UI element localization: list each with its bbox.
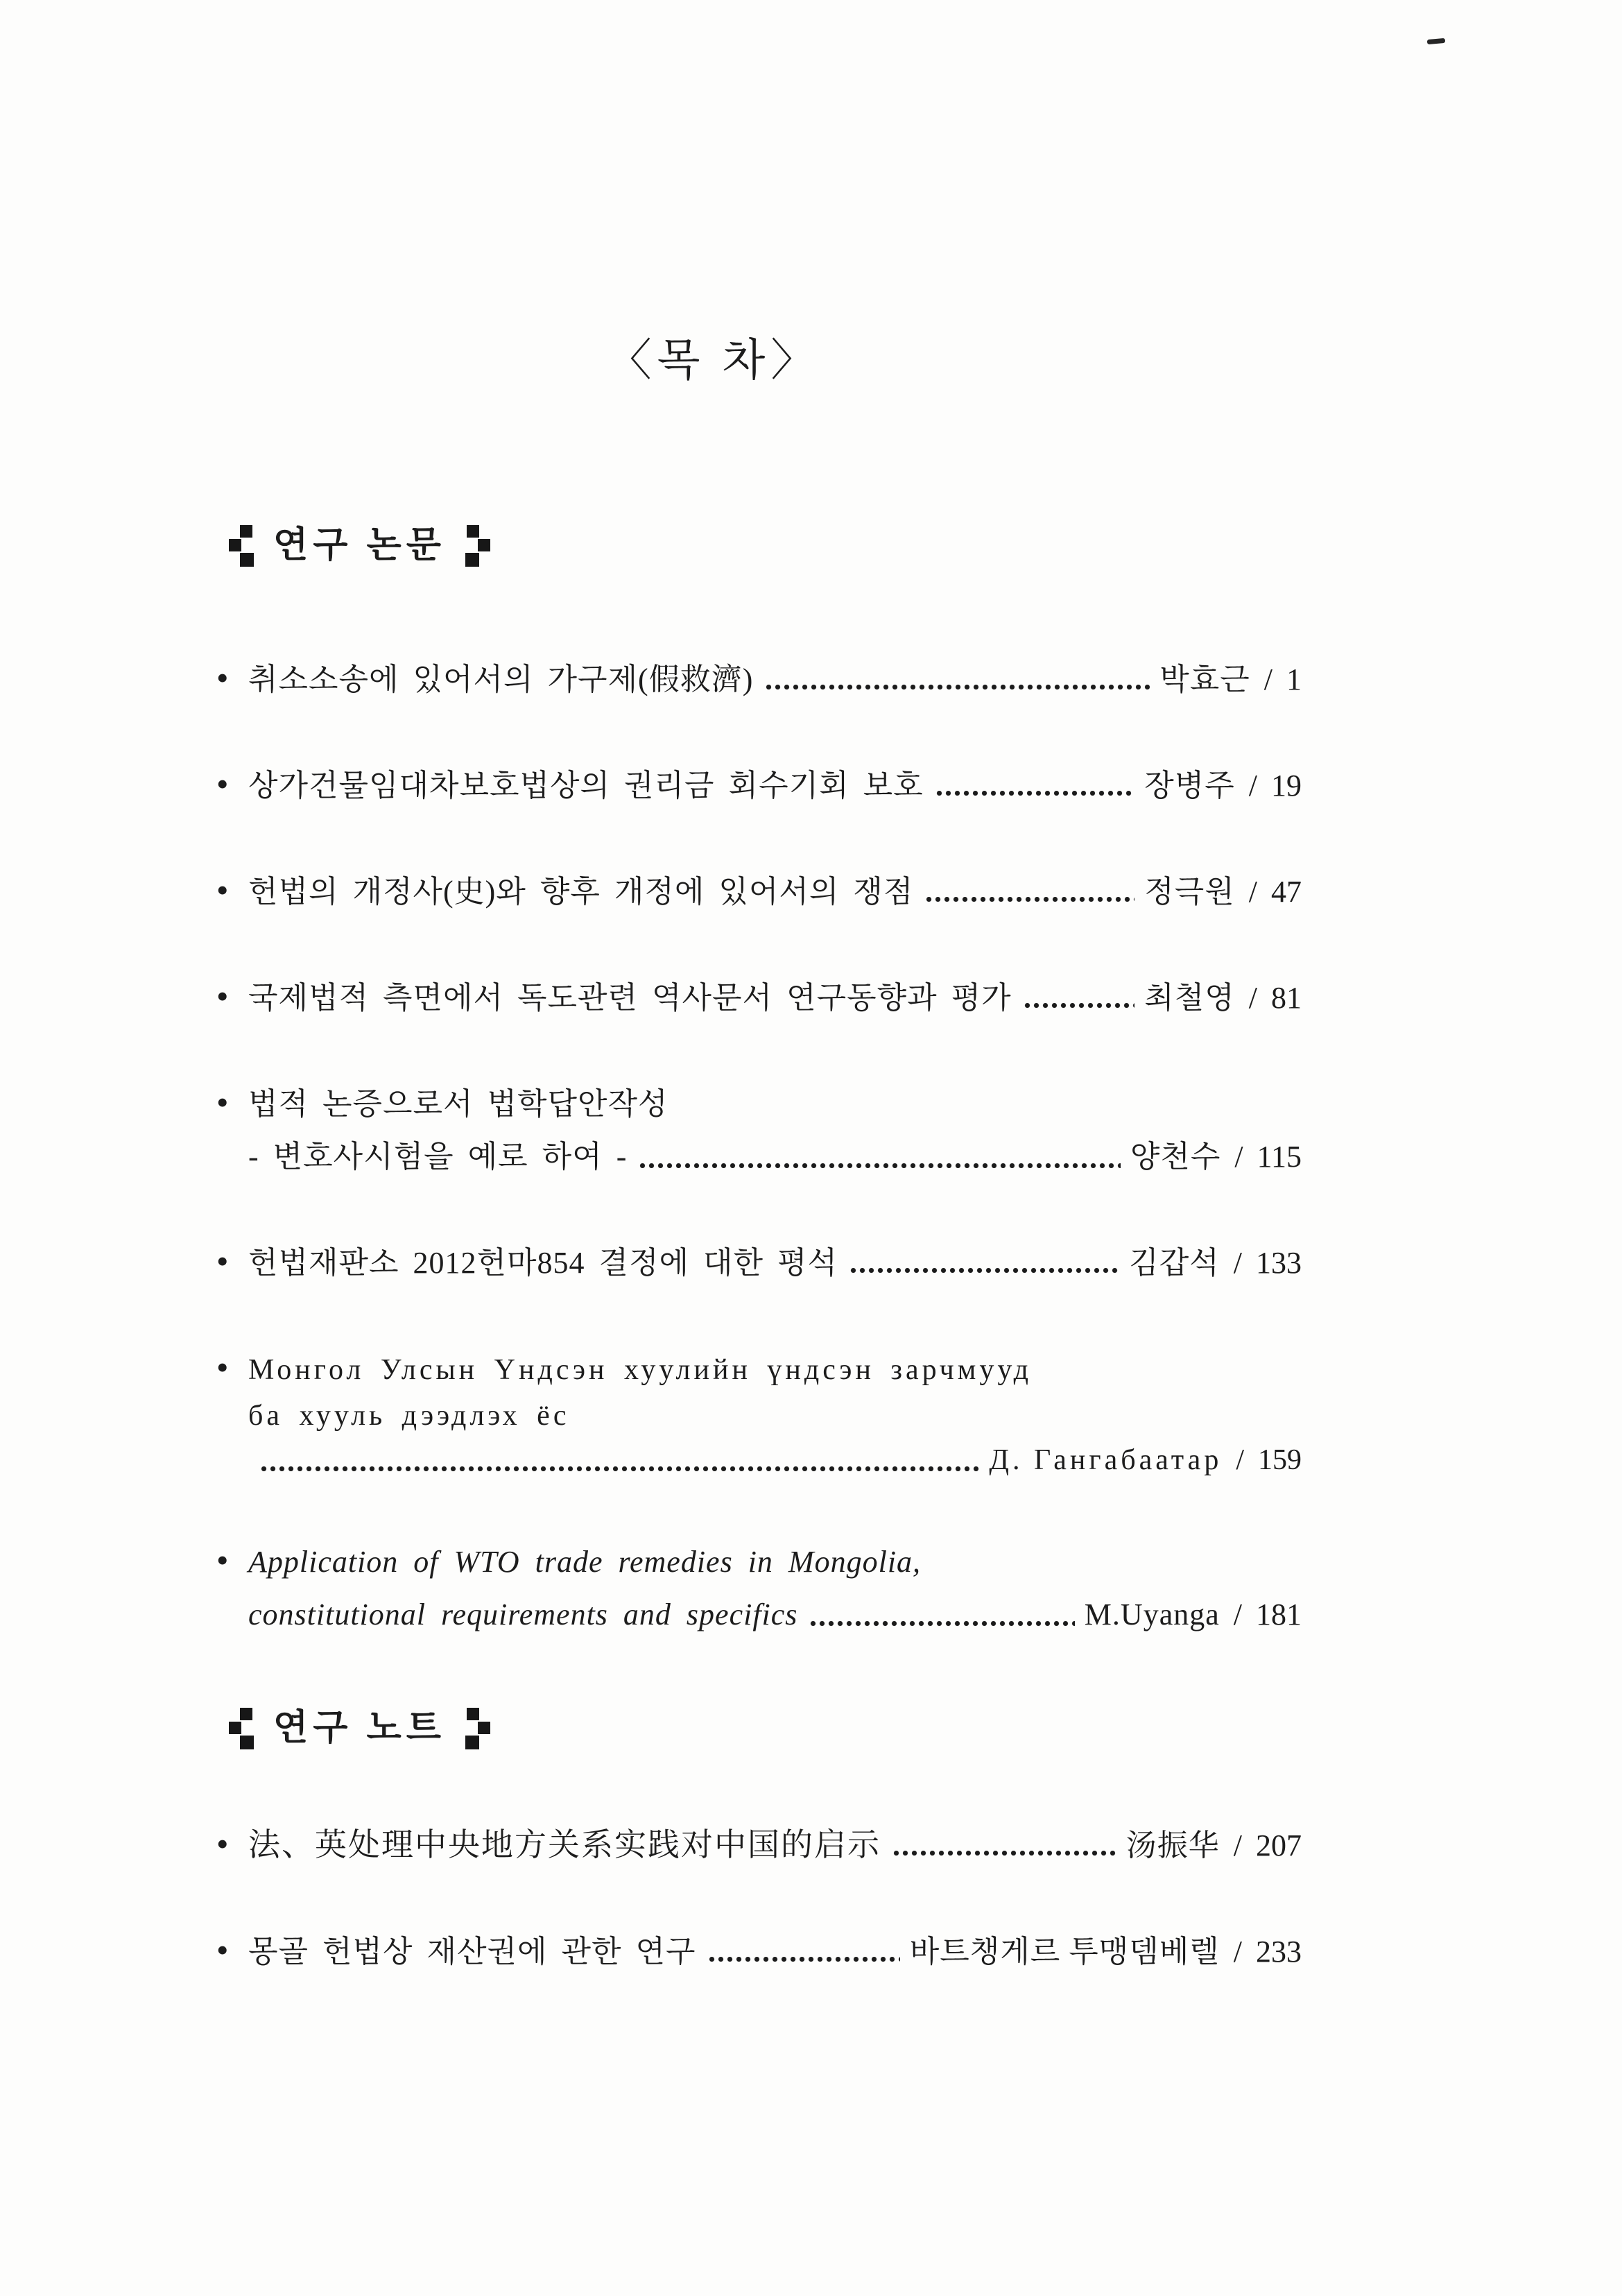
bullet-icon: • (216, 977, 229, 1016)
entry-page-number: 115 (1257, 1140, 1302, 1174)
toc-entry-row (248, 1588, 1302, 1641)
toc-entry-row (248, 1131, 1302, 1183)
toc-entry-row (216, 1817, 1302, 1872)
toc-entry-row (216, 651, 1302, 706)
dot-leader (924, 897, 1134, 902)
toc-entry (216, 970, 1302, 1025)
bullet-icon: • (216, 871, 229, 909)
toc-entry (216, 1235, 1302, 1290)
bullet-icon: • (216, 1348, 229, 1387)
dot-leader (764, 685, 1150, 689)
entry-title-line-2: - 변호사시험을 예로 하여 - (248, 1140, 628, 1174)
toc-entry-row (216, 757, 1302, 812)
dot-leader (638, 1163, 1121, 1168)
entry-title: 헌법재판소 2012헌마854 결정에 대한 평석 (248, 1246, 838, 1280)
entry-author: 박효근 (1159, 662, 1250, 696)
toc-entry-row (216, 1534, 1302, 1588)
entry-page-number: 19 (1271, 769, 1302, 803)
entry-author: M.Uyanga (1084, 1597, 1220, 1631)
section-ornament-left-icon (229, 1708, 254, 1749)
toc-entry-row (248, 1394, 1302, 1438)
toc-entry-row (216, 1341, 1302, 1394)
entry-page-number: 1 (1286, 662, 1302, 696)
section-ornament-left-icon (229, 525, 254, 567)
entry-author: 김갑석 (1129, 1246, 1220, 1280)
page-separator: / (1263, 662, 1272, 696)
entry-title: 헌법의 개정사(史)와 향후 개정에 있어서의 쟁점 (248, 875, 914, 909)
bullet-icon: • (216, 1824, 229, 1863)
dot-leader (1023, 1003, 1135, 1008)
dot-leader (892, 1851, 1116, 1856)
entry-title-line-1: Монгол Улсын Үндсэн хуулийн үндсэн зарчмууд (248, 1354, 1033, 1386)
entry-page-number: 233 (1256, 1935, 1302, 1969)
section-ornament-right-icon (465, 525, 490, 567)
toc-entry-row (216, 864, 1302, 918)
entry-author: 양천수 (1130, 1140, 1221, 1174)
section-header (229, 1708, 1302, 1749)
entry-author: 汤振华 (1125, 1828, 1220, 1862)
entry-page-number: 47 (1271, 875, 1302, 909)
entry-author: 정극원 (1144, 875, 1235, 909)
toc-entry (216, 1341, 1302, 1482)
entry-page-number: 159 (1258, 1444, 1302, 1476)
page-separator: / (1248, 981, 1257, 1015)
entry-title-line-1: 법적 논증으로서 법학답안작성 (248, 1087, 668, 1121)
bullet-icon: • (216, 1541, 229, 1579)
page-separator: / (1248, 875, 1257, 909)
entry-title-line-2: constitutional requirements and specifics (248, 1597, 798, 1631)
toc-entry-row (248, 1438, 1302, 1482)
section-header-label: 연구 논문 (273, 526, 446, 566)
entry-page-number: 207 (1256, 1828, 1302, 1862)
toc-entry-row (216, 970, 1302, 1025)
dot-leader (707, 1957, 900, 1962)
entry-title-line-2: ба хууль дээдлэх ёс (248, 1400, 570, 1432)
dot-leader (259, 1466, 979, 1471)
entry-title: 몽골 헌법상 재산권에 관한 연구 (248, 1935, 696, 1969)
page-title: 〈목 차〉 (607, 336, 821, 385)
toc-entry (216, 864, 1302, 918)
entry-author: 최철영 (1144, 981, 1235, 1015)
entry-page-number: 81 (1271, 981, 1302, 1015)
section-header-label: 연구 노트 (273, 1708, 446, 1749)
entry-title: 法、英处理中央地方关系实践对中国的启示 (248, 1827, 881, 1862)
toc-entry-row (216, 1924, 1302, 1978)
entry-page-number: 133 (1256, 1246, 1302, 1280)
section-ornament-right-icon (465, 1708, 490, 1749)
toc-entry (216, 651, 1302, 706)
toc-entry (216, 1076, 1302, 1183)
entry-title: 국제법적 측면에서 독도관련 역사문서 연구동향과 평가 (248, 981, 1012, 1015)
bullet-icon: • (216, 1083, 229, 1122)
toc-entry (216, 1534, 1302, 1641)
toc-entry-row (216, 1076, 1302, 1131)
entry-title: 취소소송에 있어서의 가구제(假救濟) (248, 662, 754, 696)
entry-author: Д. Гангабаатар (989, 1444, 1223, 1476)
section-header (229, 525, 1302, 567)
toc-entry (216, 757, 1302, 812)
entry-title-line-1: Application of WTO trade remedies in Mongolia, (248, 1545, 922, 1579)
entry-title: 상가건물임대차보호법상의 권리금 회수기회 보호 (248, 769, 924, 803)
toc-entry (216, 1817, 1302, 1872)
page-separator: / (1233, 1828, 1242, 1862)
page-separator: / (1233, 1246, 1242, 1280)
bullet-icon: • (216, 1930, 229, 1969)
dot-leader (849, 1268, 1119, 1273)
page-separator: / (1236, 1444, 1244, 1476)
dot-leader (935, 791, 1135, 796)
section-research-articles (216, 525, 1302, 1641)
page-separator: / (1234, 1140, 1243, 1174)
page-separator: / (1233, 1935, 1242, 1969)
bullet-icon: • (216, 658, 229, 697)
entry-page-number: 181 (1256, 1597, 1302, 1631)
section-research-notes (216, 1708, 1302, 1978)
toc-entry (216, 1924, 1302, 1978)
entry-author: 장병주 (1144, 769, 1235, 803)
entry-author: 바트챙게르 투맹뎀베렐 (909, 1935, 1220, 1969)
toc-entry-row (216, 1235, 1302, 1290)
bullet-icon: • (216, 1242, 229, 1280)
dot-leader (809, 1621, 1074, 1626)
bullet-icon: • (216, 764, 229, 803)
page-separator: / (1233, 1597, 1242, 1631)
page-separator: / (1248, 769, 1257, 803)
